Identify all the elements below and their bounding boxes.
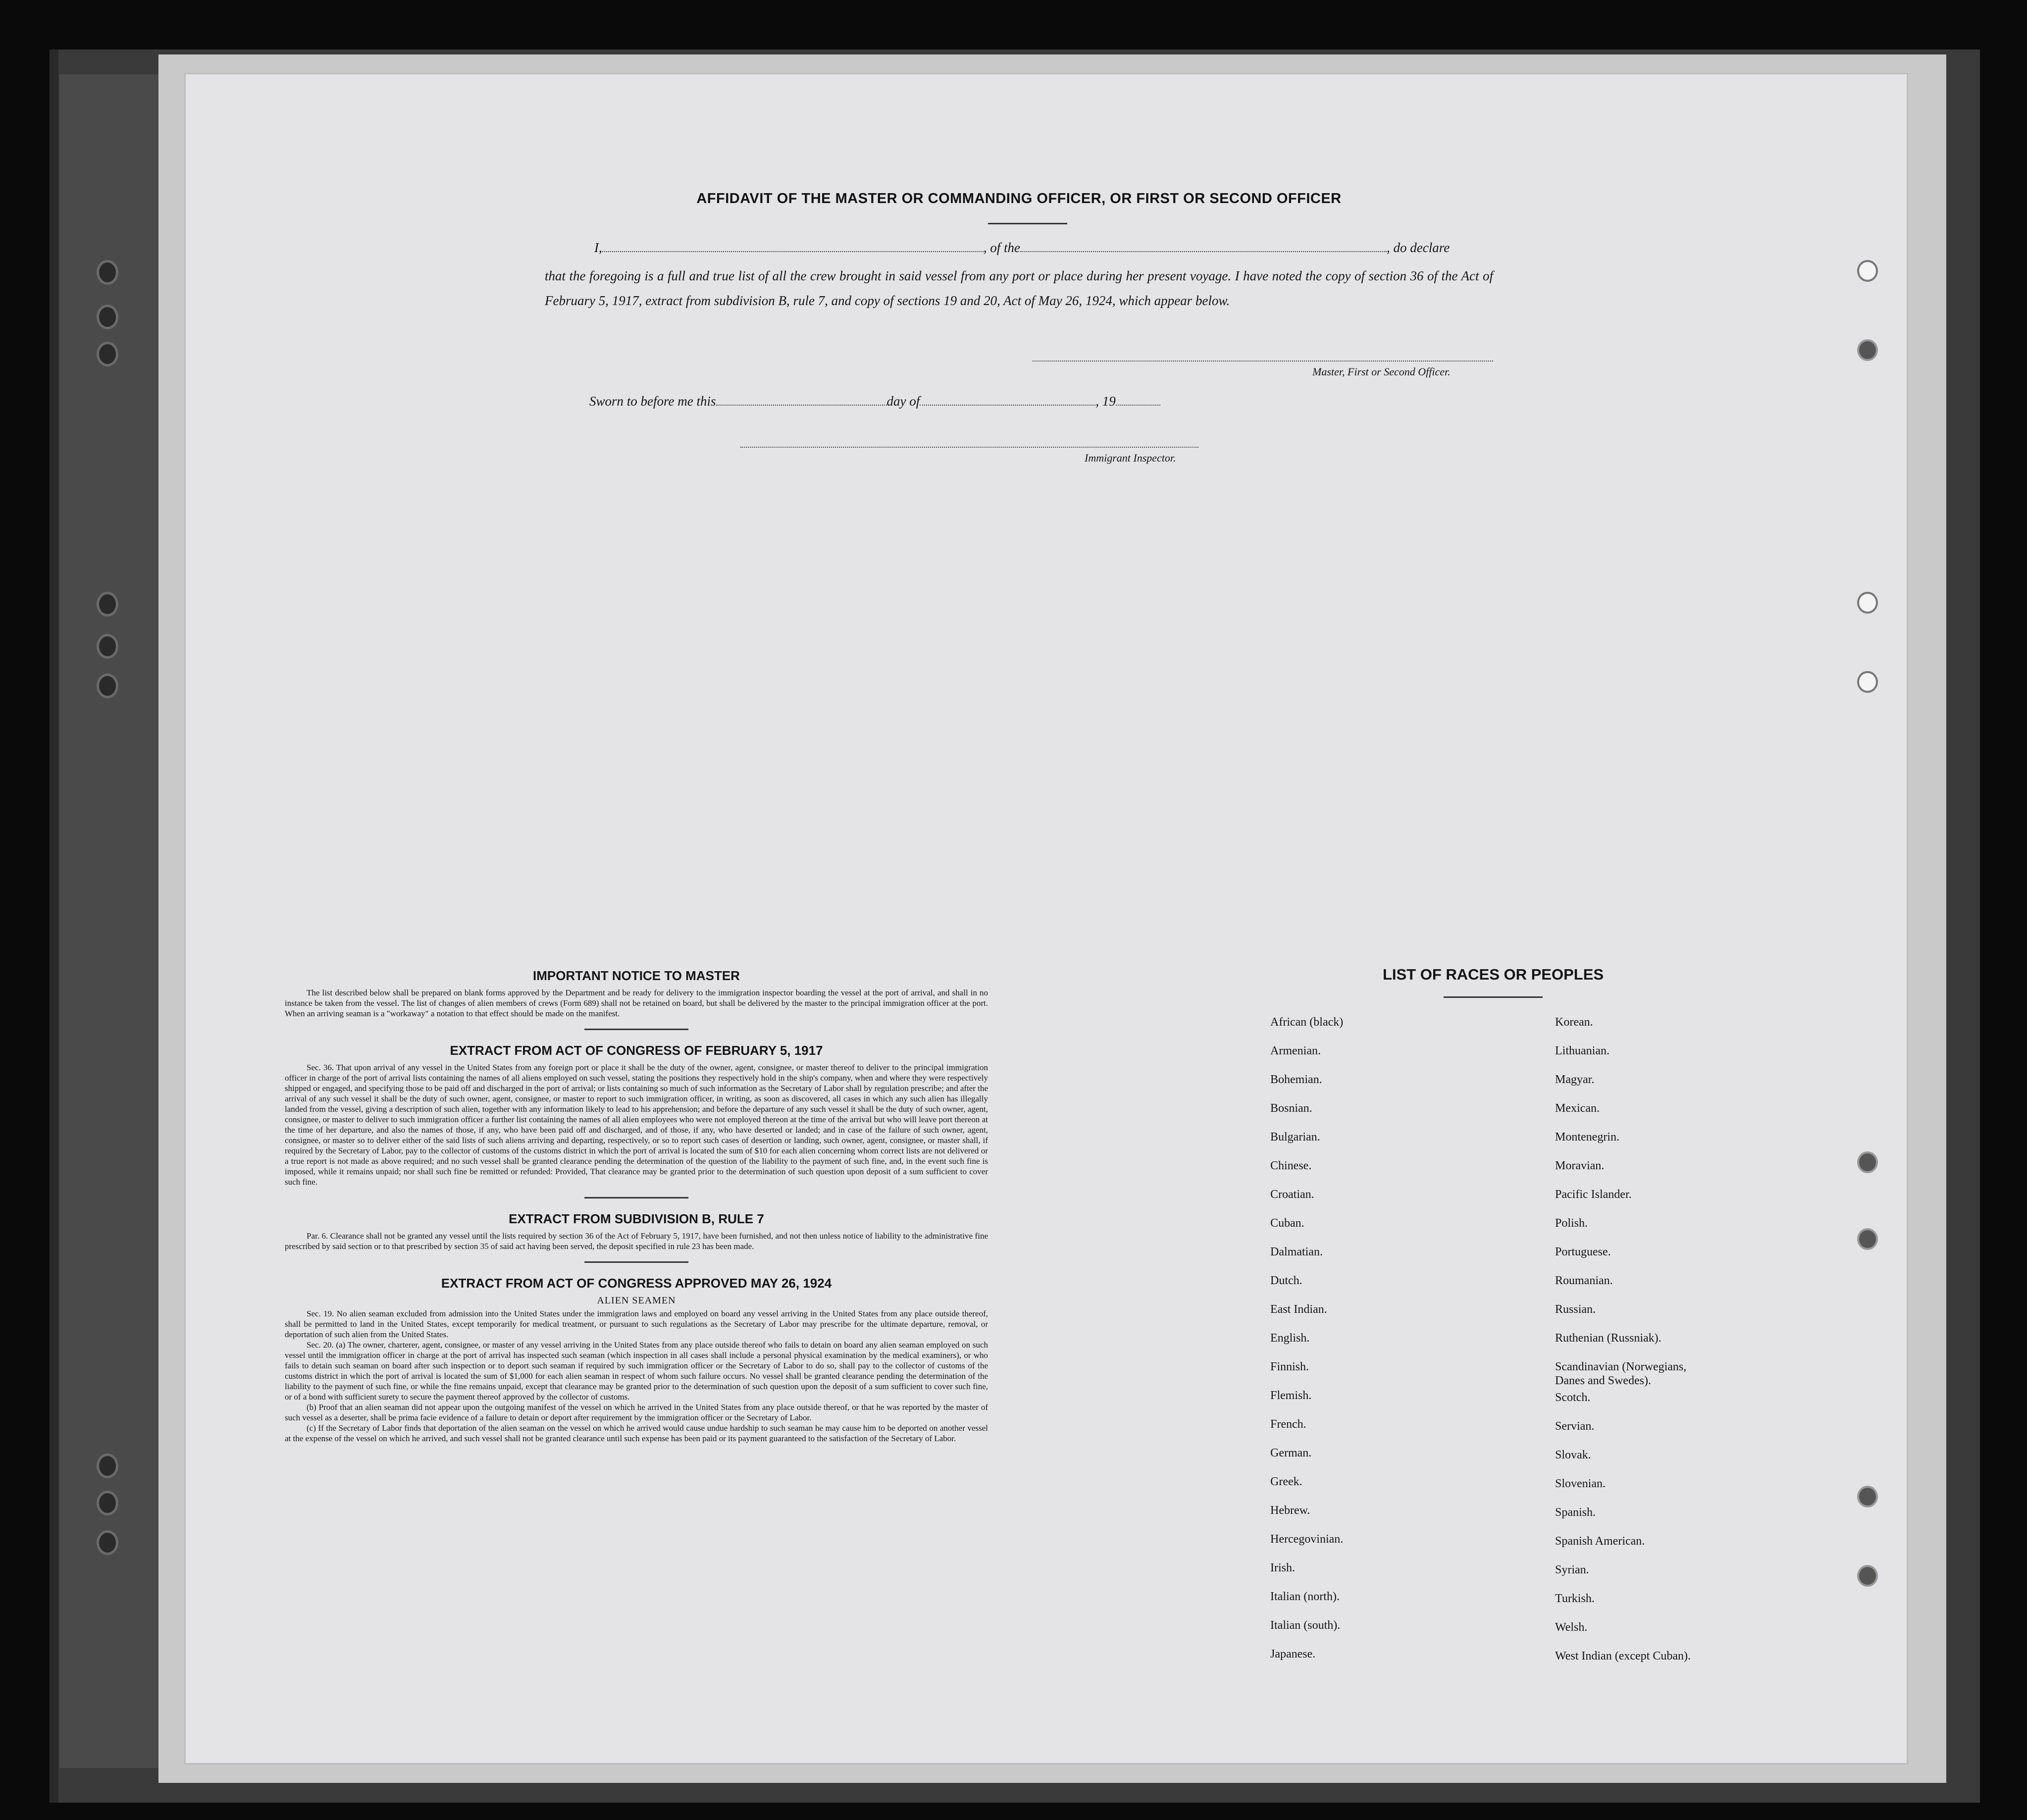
race-item: Japanese.: [1270, 1648, 1316, 1661]
race-item: Polish.: [1555, 1217, 1588, 1230]
divider: [584, 1029, 688, 1030]
punch-hole-icon: [1857, 1228, 1878, 1250]
notice-text: The list described below shall be prepared on blank forms approved by the Department and be ready for delivery to the immigration inspector boarding the vessel at the port of arrival, and shall in no instance be taken from the vessel. The list of changes of alien members of crews (Form 689) shall not be retained on board, but shall be delivered by the master to the principal immigration officer at the port. When an arriving seaman is a "workaway" a notation to that effect should be made on the manifest.: [285, 988, 988, 1018]
race-item: Cuban.: [1270, 1217, 1304, 1230]
race-item: Scandinavian (Norwegians, Danes and Swedes).: [1555, 1360, 1687, 1387]
name-blank[interactable]: [602, 241, 984, 252]
race-item: Turkish.: [1555, 1592, 1595, 1605]
race-item: Korean.: [1555, 1016, 1593, 1029]
race-item: Magyar.: [1555, 1073, 1595, 1086]
punch-hole-icon: [1857, 339, 1878, 361]
race-item: Armenian.: [1270, 1044, 1321, 1057]
race-item: Hercegovinian.: [1270, 1533, 1344, 1546]
race-item: West Indian (except Cuban).: [1555, 1650, 1691, 1663]
race-item: Lithuanian.: [1555, 1044, 1610, 1057]
race-item: Croatian.: [1270, 1188, 1314, 1201]
inspector-signature-line[interactable]: [740, 447, 1198, 448]
race-item: Italian (south).: [1270, 1619, 1341, 1632]
master-label: Master, First or Second Officer.: [1312, 365, 1451, 378]
sec-20c-text: (c) If the Secretary of Labor finds that deportation of the alien seaman on the vessel on which he arrived would cause undue hardship to such seaman he may cause him to be deported on another vessel at the expense of the vessel on which he arrived, and such vessel shall not be granted clearance until such expense has been paid or its payment guaranteed to the satisfaction of the Secretary of Labor.: [285, 1423, 988, 1443]
affidavit-body: that the foregoing is a full and true list of all the crew brought in said vessel from any port or place during her present voyage. I have noted the copy of section 36 of the Act of February 5, 1917, extract from subdivision B, rule 7, and copy of sections 19 and 20, Act of May 26, 1924, which appear below.: [545, 268, 1493, 308]
binder-ring-icon: [97, 1491, 118, 1515]
race-item: Slovak.: [1555, 1449, 1591, 1461]
race-item: German.: [1270, 1447, 1312, 1459]
punch-hole-icon: [1857, 671, 1878, 693]
race-item: Bohemian.: [1270, 1073, 1322, 1086]
affidavit-title: AFFIDAVIT OF THE MASTER OR COMMANDING OFFICER, OR FIRST OR SECOND OFFICER: [696, 191, 1342, 207]
race-item: Chinese.: [1270, 1159, 1312, 1172]
punch-hole-icon: [1857, 1565, 1878, 1587]
binder-spine: [59, 74, 175, 1768]
extract-1917-text: Sec. 36. That upon arrival of any vessel in the United States from any foreign port or place it shall be the duty of the owner, agent, consignee, or master thereof to deliver to the principal immigration officer in charge of the port of arrival lists containing the names of all aliens employed on such vessel, stating the positions they respectively hold in the ship's company, when and where they were respectively shipped or engaged, and specifying those to be paid off and discharged in the port of arrival; or lists containing so much of such information as the Secretary of Labor shall by regulation prescribe; and after the arrival of any such vessel it shall be the duty of such owner, agent, consignee, or master to report to such immigration officer, in writing, as soon as discovered, all cases in which any such alien has illegally landed from the vessel, giving a description of such alien, together with any information likely to lead to his apprehension; and before the departure of any such vessel it shall be the duty of such owner, agent, consignee, or master to deliver to such immigration officer a further list containing the names of all alien employees who were not employed thereon at the time of the arrival but who will leave port thereon at the time of her departure, and also the names of those, if any, who have been paid off and discharged, and of those, if any, who have deserted or landed; and in case of the failure of such owner, agent, consignee, or master so to deliver either of the said lists of such aliens arriving and departing, respectively, or so to report such cases of desertion or landing, such owner, agent, consignee, or master shall, if required by the Secretary of Labor, pay to the collector of customs of the customs district in which the port of arrival is located the sum of $10 for each alien concerning whom correct lists are not delivered or a true report is not made as above required; and no such vessel shall be granted clearance pending the determination of the question of the liability to the payment of such fine, and, in the event such fine is imposed, while it remains unpaid; nor shall such fine be remitted or refunded: Provided, That clearance may be granted prior to the determination of such question upon deposit of a sum sufficient to cover such fine.: [285, 1063, 988, 1187]
binder-ring-icon: [97, 634, 118, 659]
extract-1917-title: EXTRACT FROM ACT OF CONGRESS OF FEBRUARY 5, 1917: [450, 1043, 823, 1058]
race-item: Irish.: [1270, 1561, 1295, 1574]
extract-1924-subtitle: ALIEN SEAMEN: [597, 1295, 676, 1306]
race-item: English.: [1270, 1332, 1310, 1345]
punch-hole-icon: [1857, 1486, 1878, 1508]
race-item: Syrian.: [1555, 1563, 1589, 1576]
races-title: LIST OF RACES OR PEOPLES: [1382, 966, 1604, 983]
race-item: Slovenian.: [1555, 1477, 1606, 1490]
month-blank[interactable]: [920, 395, 1095, 406]
year-prefix: , 19: [1095, 394, 1116, 409]
race-item: Italian (north).: [1270, 1590, 1340, 1603]
declaration-of-the: , of the: [983, 240, 1020, 255]
sworn-line: [589, 394, 1160, 409]
race-item: Moravian.: [1555, 1159, 1605, 1172]
extract-1924-title: EXTRACT FROM ACT OF CONGRESS APPROVED MAY 26, 1924: [441, 1276, 832, 1291]
race-item: Hebrew.: [1270, 1504, 1310, 1517]
divider: [584, 1261, 688, 1263]
race-item: Pacific Islander.: [1555, 1188, 1632, 1201]
notice-title: IMPORTANT NOTICE TO MASTER: [533, 968, 740, 983]
inspector-label: Immigrant Inspector.: [1085, 452, 1176, 464]
race-item: Spanish American.: [1555, 1535, 1645, 1548]
binder-ring-icon: [97, 305, 118, 329]
day-blank[interactable]: [716, 395, 887, 406]
divider: [1444, 996, 1543, 998]
race-item: Mexican.: [1555, 1102, 1600, 1115]
race-item: East Indian.: [1270, 1303, 1327, 1316]
punch-hole-icon: [1857, 1151, 1878, 1173]
race-item: Portuguese.: [1555, 1246, 1611, 1258]
binder-ring-icon: [97, 342, 118, 366]
race-item: Ruthenian (Russniak).: [1555, 1332, 1662, 1345]
extract-rule7-title: EXTRACT FROM SUBDIVISION B, RULE 7: [509, 1211, 764, 1226]
master-signature-line[interactable]: [1033, 361, 1493, 362]
race-item: Spanish.: [1555, 1506, 1596, 1519]
extract-rule7-text: Par. 6. Clearance shall not be granted any vessel until the lists required by section 36 of the Act of February 5, 1917, have been furnished, and not then unless notice of liability to the administrative fine prescribed by said section or to that prescribed by section 35 of said act having been served, the deposit specified in rule 23 has been made.: [285, 1231, 988, 1251]
race-item: Bosnian.: [1270, 1102, 1312, 1115]
vessel-blank[interactable]: [1020, 241, 1387, 252]
day-of-text: day of: [886, 394, 920, 409]
race-item: Montenegrin.: [1555, 1131, 1619, 1144]
race-item: Dutch.: [1270, 1274, 1302, 1287]
race-item: African (black): [1270, 1016, 1344, 1029]
declaration-i: I,: [594, 240, 602, 255]
sworn-text: Sworn to before me this: [589, 394, 716, 409]
sec-20a-text: Sec. 20. (a) The owner, charterer, agent, consignee, or master of any vessel arriving in the United States from any place outside thereof who fails to detain on board any alien seaman employed on such vessel until the immigration officer in charge at the port of arrival has inspected such seaman (which inspection in all cases shall include a personal physical examination by the medical examiners), or who fails to detain such seaman on board after such inspection or to deport such seaman if required by such immigration officer or the Secretary of Labor to do so, shall pay to the collector of customs of the customs district in which the port of arrival is located the sum of $1,000 for each alien seaman in respect of whom such failure occurs. No vessel shall be granted clearance pending the determination of the liability to the payment of such fine, or while the fine remains unpaid, except that clearance may be granted prior to the determination of such question upon the deposit of a sum sufficient to cover such fine, or of a bond with sufficient surety to secure the payment thereof approved by the collector of customs.: [285, 1340, 988, 1402]
punch-hole-icon: [1857, 592, 1878, 614]
declaration-do-declare: , do declare: [1387, 240, 1450, 255]
race-item: Flemish.: [1270, 1389, 1312, 1402]
race-item: Greek.: [1270, 1475, 1302, 1488]
race-item: Welsh.: [1555, 1621, 1588, 1634]
binder-ring-icon: [97, 674, 118, 698]
declaration-line: [594, 240, 1450, 256]
divider: [584, 1197, 688, 1198]
sec-19-text: Sec. 19. No alien seaman excluded from admission into the United States under the immigration laws and employed on board any vessel arriving in the United States from any place outside thereof, shall be permitted to land in the United States, except temporarily for medical treatment, or pursuant to such regulations as the Secretary of Labor may prescribe for the ultimate departure, removal, or deportation of such alien from the United States.: [285, 1309, 988, 1339]
year-blank[interactable]: [1116, 395, 1160, 406]
punch-hole-icon: [1857, 260, 1878, 282]
race-item: Bulgarian.: [1270, 1131, 1320, 1144]
binder-ring-icon: [97, 1530, 118, 1555]
manifest-page: [186, 74, 1907, 1763]
race-item: Russian.: [1555, 1303, 1596, 1316]
divider: [988, 223, 1067, 224]
race-item: Finnish.: [1270, 1360, 1309, 1373]
binder-ring-icon: [97, 592, 118, 617]
race-item: Roumanian.: [1555, 1274, 1613, 1287]
race-item: Servian.: [1555, 1420, 1595, 1433]
sec-20b-text: (b) Proof that an alien seaman did not appear upon the outgoing manifest of the vessel on which he arrived in the United States from any place outside thereof, or that he was reported by the master of such vessel as a deserter, shall be prima facie evidence of a failure to detain or deport after requirement by the immigration officer or the Secretary of Labor.: [285, 1403, 988, 1422]
race-item: Dalmatian.: [1270, 1246, 1323, 1258]
race-item: French.: [1270, 1418, 1306, 1431]
binder-ring-icon: [97, 260, 118, 285]
binder-ring-icon: [97, 1454, 118, 1478]
notice-column: [285, 968, 988, 1444]
race-item: Scotch.: [1555, 1391, 1591, 1404]
